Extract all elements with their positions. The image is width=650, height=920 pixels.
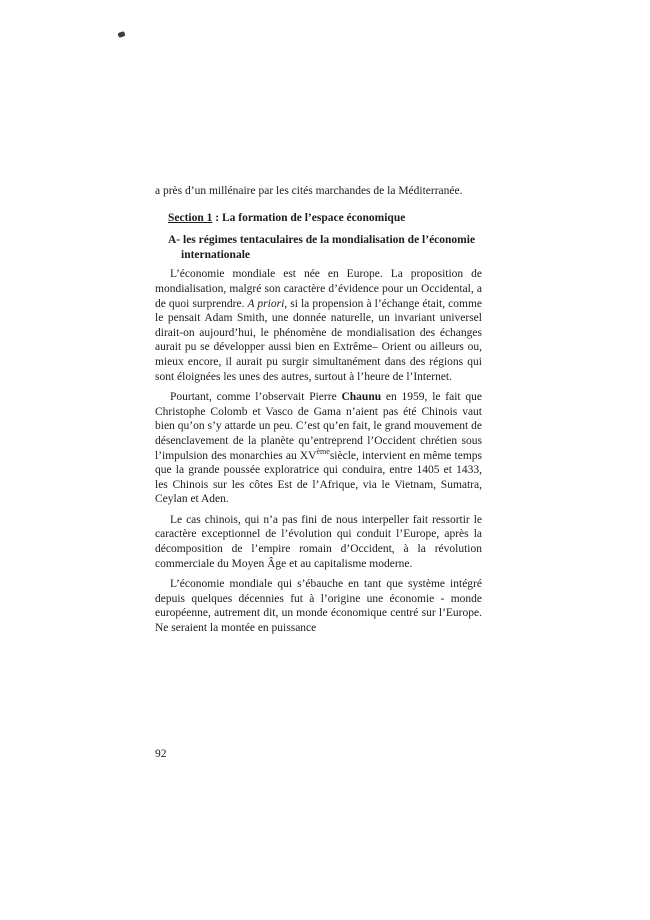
paragraph: L’économie mondiale est née en Europe. La proposition de mondialisation, malgré son caractère d’évidence pour un Occidental, a de quoi surprendre. A priori, si la propension à l’échange était, comme le pensait Adam Smith, une donnée naturelle, un invariant universel dirait-on aujourd’hui, le phénomène de mondialisation des échanges aurait pu se développer aussi bien en Extrême– Orient ou ailleurs ou, mieux encore, il aurait pu surgir simultanément dans des régions qui sont éloignées les unes des autres, surtout à l’heure de l’Internet.: [155, 268, 482, 383]
subsection-heading: A- les régimes tentaculaires de la mondialisation de l’économie internationale: [168, 234, 476, 261]
intro-paragraph: a près d’un millénaire par les cités marchandes de la Méditerranée.: [155, 185, 463, 197]
section-heading-label: Section 1: [168, 211, 213, 224]
text-block: [155, 184, 482, 642]
section-heading: [168, 211, 482, 226]
paragraph: Le cas chinois, qui n’a pas fini de nous interpeller fait ressortir le caractère exceptionnel de l’évolution qui conduit l’Europe, après la décomposition de l’empire romain d’Occident, à la révolution commerciale du Moyen Âge et au capitalisme moderne.: [155, 513, 482, 570]
scan-artifact: [117, 31, 125, 38]
section-heading-title: : La formation de l’espace économique: [212, 211, 406, 224]
paragraph: L’économie mondiale qui s’ébauche en tant que système intégré depuis quelques décennies fut à l’origine une économie - monde européenne, autrement dit, un monde économique centré sur l’Europe. Ne seraient la montée en puissance: [155, 578, 482, 635]
body-paragraphs: [155, 267, 482, 635]
paragraph: Pourtant, comme l’observait Pierre Chaunu en 1959, le fait que Christophe Colomb et Vasco de Gama n’aient pas été Chinois vaut bien qu’on s’y attarde un peu. C’est qu’en fait, le grand mouvement de désenclavement de la planète qu’entreprend l’Occident chrétien sous l’impulsion des monarchies au XVèmesiècle, intervient en même temps que la grande poussée exploratrice qui conduira, entre 1405 et 1433, les Chinois sur les côtes Est de l’Afrique, via le Vietnam, Sumatra, Ceylan et Aden.: [155, 391, 482, 506]
page-number: 92: [155, 748, 167, 760]
